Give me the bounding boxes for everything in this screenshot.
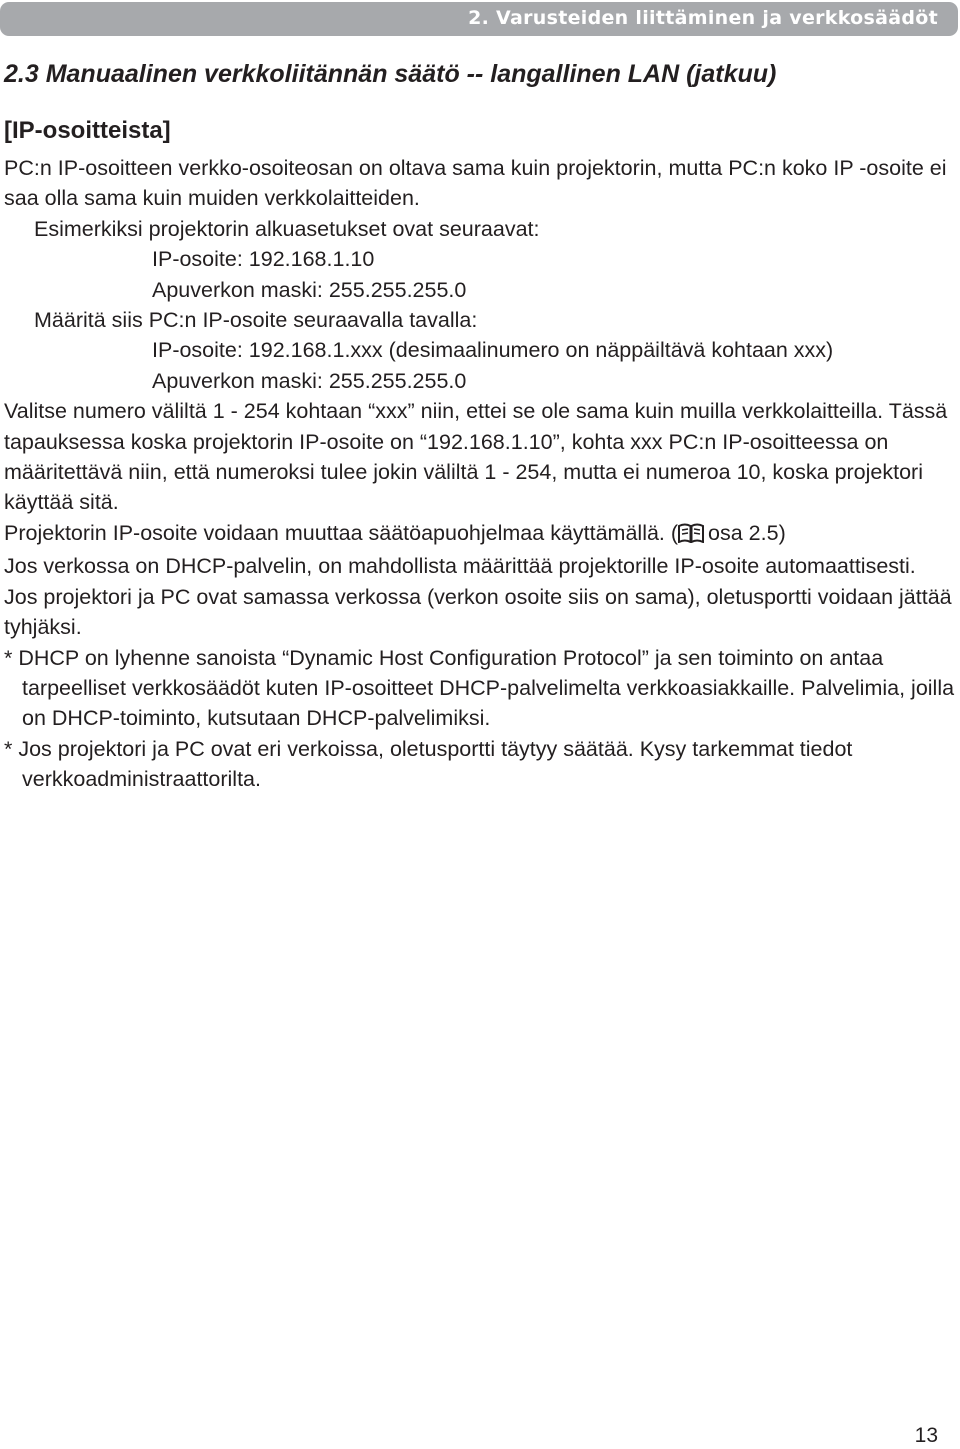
book-icon bbox=[678, 521, 704, 551]
note-gateway: * Jos projektori ja PC ovat eri verkoissa, oletusportti täytyy säätää. Kysy tarkemmat tiedot verkkoadministraattorilta. bbox=[4, 736, 853, 792]
example-intro: Esimerkiksi projektorin alkuasetukset ovat seuraavat: bbox=[34, 216, 540, 241]
chapter-title: 2. Varusteiden liittäminen ja verkkosäädöt bbox=[468, 7, 938, 29]
sub-heading: [IP-osoitteista] bbox=[4, 117, 171, 144]
set-ip: IP-osoite: 192.168.1.xxx (desimaalinumero on näppäiltävä kohtaan xxx) bbox=[152, 338, 834, 363]
body-text bbox=[4, 153, 958, 795]
note-dhcp: * DHCP on lyhenne sanoista “Dynamic Host Configuration Protocol” ja sen toiminto on antaa tarpeelliset verkkosäädöt kuten IP-osoitteet DHCP-palvelimelta verkkoasiakkaille. Palvelimia, joilla on DHCP-toiminto, kutsutaan DHCP-palvelimiksi. bbox=[4, 645, 955, 731]
paragraph-choose-number: Valitse numero väliltä 1 - 254 kohtaan “xxx” niin, ettei se ole sama kuin muilla verkkolaitteilla. Tässä tapauksessa koska projektorin IP-osoite on “192.168.1.10”, kohta xxx PC:n IP-osoitteessa on määritettävä niin, että numeroksi tulee jokin väliltä 1 - 254, mutta ei numeroa 10, koska projektori käyttää sitä. bbox=[4, 399, 948, 515]
paragraph-change-ip bbox=[4, 518, 958, 551]
set-mask: Apuverkon maski: 255.255.255.0 bbox=[152, 368, 467, 393]
paragraph-dhcp: Jos verkossa on DHCP-palvelin, on mahdollista määrittää projektorille IP-osoite automaattisesti. bbox=[4, 554, 916, 579]
paragraph-gateway: Jos projektori ja PC ovat samassa verkossa (verkon osoite siis on sama), oletusportti voidaan jättää tyhjäksi. bbox=[4, 584, 952, 640]
chapter-header bbox=[0, 0, 960, 38]
change-ip-text: Projektorin IP-osoite voidaan muuttaa säätöapuohjelmaa käyttämällä. ( bbox=[4, 520, 679, 545]
page-number: 13 bbox=[914, 1424, 938, 1447]
example-ip: IP-osoite: 192.168.1.10 bbox=[152, 247, 375, 272]
paragraph-network-part: PC:n IP-osoitteen verkko-osoiteosan on oltava sama kuin projektorin, mutta PC:n koko IP -osoite ei saa olla sama kuin muiden verkkolaitteiden. bbox=[4, 156, 947, 211]
section-title: 2.3 Manuaalinen verkkoliitännän säätö -- langallinen LAN (jatkuu) bbox=[4, 60, 777, 88]
example-mask: Apuverkon maski: 255.255.255.0 bbox=[152, 277, 467, 302]
section-reference: osa 2.5) bbox=[708, 520, 786, 545]
set-intro: Määritä siis PC:n IP-osoite seuraavalla tavalla: bbox=[34, 308, 478, 333]
